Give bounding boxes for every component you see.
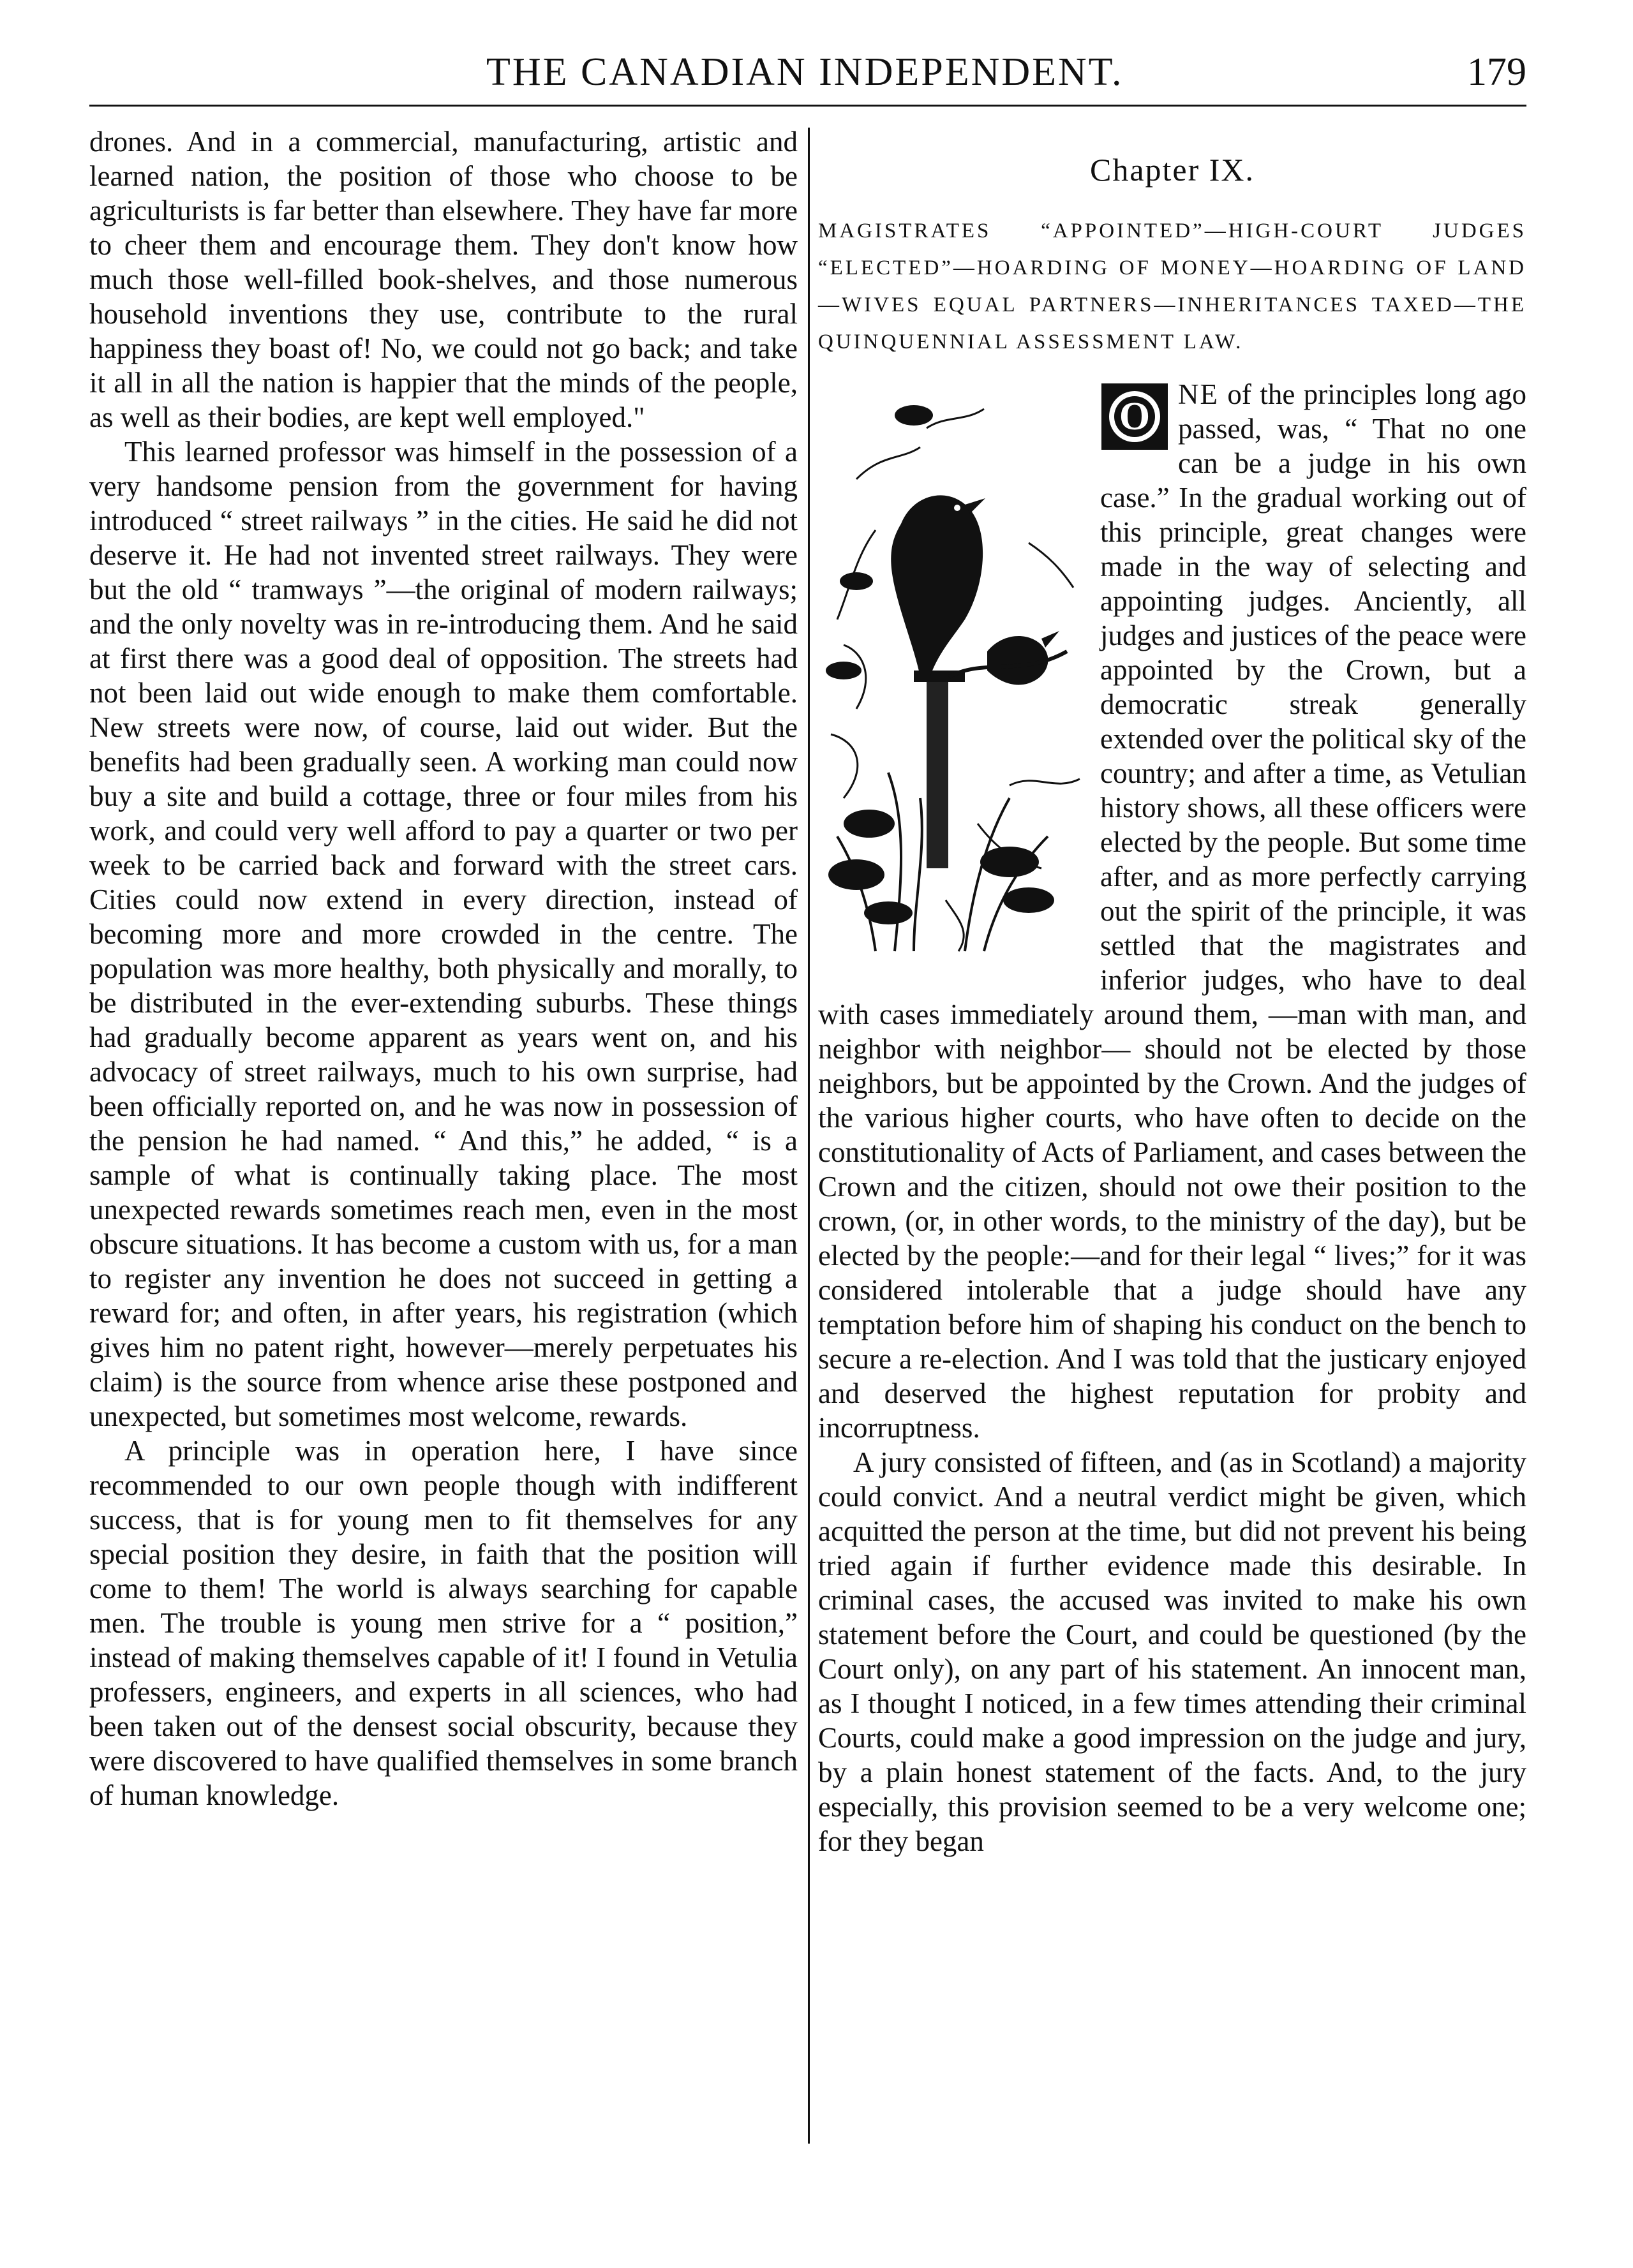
page-header	[84, 38, 1526, 115]
right-column	[818, 124, 1526, 1858]
left-paragraph-1: drones. And in a commercial, manufacturing, artistic and learned nation, the position of those who choose to be agriculturists is far better than elsewhere. They have far more to cheer them and encourage them. They don't know how much those well-filled book-shelves, and those numerous household inventions they use, contribute to the rural happiness they boast of! No, we could not go back; and take it all in all the nation is happier that the minds of the people, as well as their bodies, are kept well employed."	[89, 126, 798, 433]
right-paragraph-1-text: of the principles long ago passed, was, “ That no one can be a judge in his own case.” In the gradual working out of this principle, great changes were made in the way of selecting and appointing judges. Anciently, all judges and justices of the peace were appointed by the Crown, but a democratic streak generally extended over the political sky of the country; and after a time, as Vetulian history shows, all these officers were elected by the people. But some time after, and as more perfectly carrying out the spirit of the principle, it was settled that the magistrates and inferior judges, who have to deal with cases immediately around them, —man with man, and neighbor with neighbor— should not be elected by those neighbors, but be appointed by the Crown. And the judges of the various higher courts, who have often to decide on the constitutionality of Acts of Parliament, and cases between the Crown and the citizen, should not owe their position to the crown, (or, in other words, to the ministry of the day), but be elected by the people:—and for their legal “ lives;” for it was considered intolerable that a judge should have any temptation before him of shaping his conduct on the bench to secure a re-election. And I was told that the justicary enjoyed and deserved the highest reputation for probity and incorruptness.	[818, 378, 1526, 1444]
page-number: 179	[1467, 50, 1526, 94]
header-rule	[89, 105, 1526, 107]
left-column	[89, 124, 798, 1812]
left-paragraph-3: A principle was in operation here, I have since recommended to our own people though with indifferent success, that is for young men to fit themselves for any special position they desire, in faith that the position will come to them! The world is always searching for capable men. The trouble is young men strive for a “ position,” instead of making themselves capable of it! I found in Vetulia professers, engineers, and experts in all sciences, who had been taken out of the densest social obscurity, because they were discovered to have qualified themselves in some branch of human knowledge.	[89, 1435, 798, 1811]
chapter-title: Chapter IX.	[1089, 152, 1255, 188]
left-paragraph-2: This learned professor was himself in the possession of a very handsome pension from the government for having introduced “ street railways ” in the cities. He said he did not deserve it. He had not invented street railways. They were but the old “ tramways ”—the original of modern railways; and the only novelty was in re-introducing them. And he said at first there was a good deal of opposition. The streets had not been laid out wide enough to make them comfortable. New streets were now, of course, laid out wider. But the benefits had been gradually seen. A working man could now buy a site and build a cottage, three or four miles from his work, and could very well afford to pay a quarter or two per week to be carried back and forward with the street cars. Cities could now extend in every direction, instead of becoming more and more crowded in the centre. The population was more healthy, both physically and morally, to be distributed in the ever-extending suburbs. These things had gradually become apparent as years went on, and his advocacy of street railways, much to his own surprise, had been officially reported on, and he was now in possession of the pension he had named. “ And this,” he added, “ is a sample of what is continually taking place. The most unexpected rewards sometimes reach men, even in the most obscure situations. It has become a custom with us, for a man to register any invention he does not succeed in getting a reward for; and often, in after years, his registration (which gives him no patent right, however—merely perpetuates his claim) is the source from whence arise these postponed and unexpected, but sometimes most welcome, rewards.	[89, 436, 798, 1432]
opening-words: NE	[1178, 378, 1219, 410]
chapter-summary: MAGISTRATES “APPOINTED”—HIGH-COURT JUDGES “ELECTED”—HOARDING OF MONEY—HOARDING OF LAND—WIVES EQUAL PARTNERS—INHERITANCES TAXED—THE QUINQUENNIAL ASSESSMENT LAW.	[818, 219, 1526, 353]
right-paragraph-2: A jury consisted of fifteen, and (as in Scotland) a majority could convict. And a neutral verdict might be given, which acquitted the person at the time, but did not prevent his being tried again if further evidence made this desirable. In criminal cases, the accused was invited to make his own statement before the Court, and could be questioned (by the Court only), on any part of his statement. An innocent man, as I thought I noticed, in a few times attending their criminal Courts, could make a good impression on the judge and jury, by a plain honest statement of the facts. And, to the jury especially, this provision seemed to be a very welcome one; for they began	[818, 1446, 1526, 1857]
running-title: THE CANADIAN INDEPENDENT.	[486, 50, 1124, 94]
drop-cap-letter: O	[1119, 395, 1151, 438]
bird-illustration	[818, 377, 1092, 964]
drop-cap-ornament	[1100, 382, 1169, 451]
column-divider	[808, 128, 810, 2144]
